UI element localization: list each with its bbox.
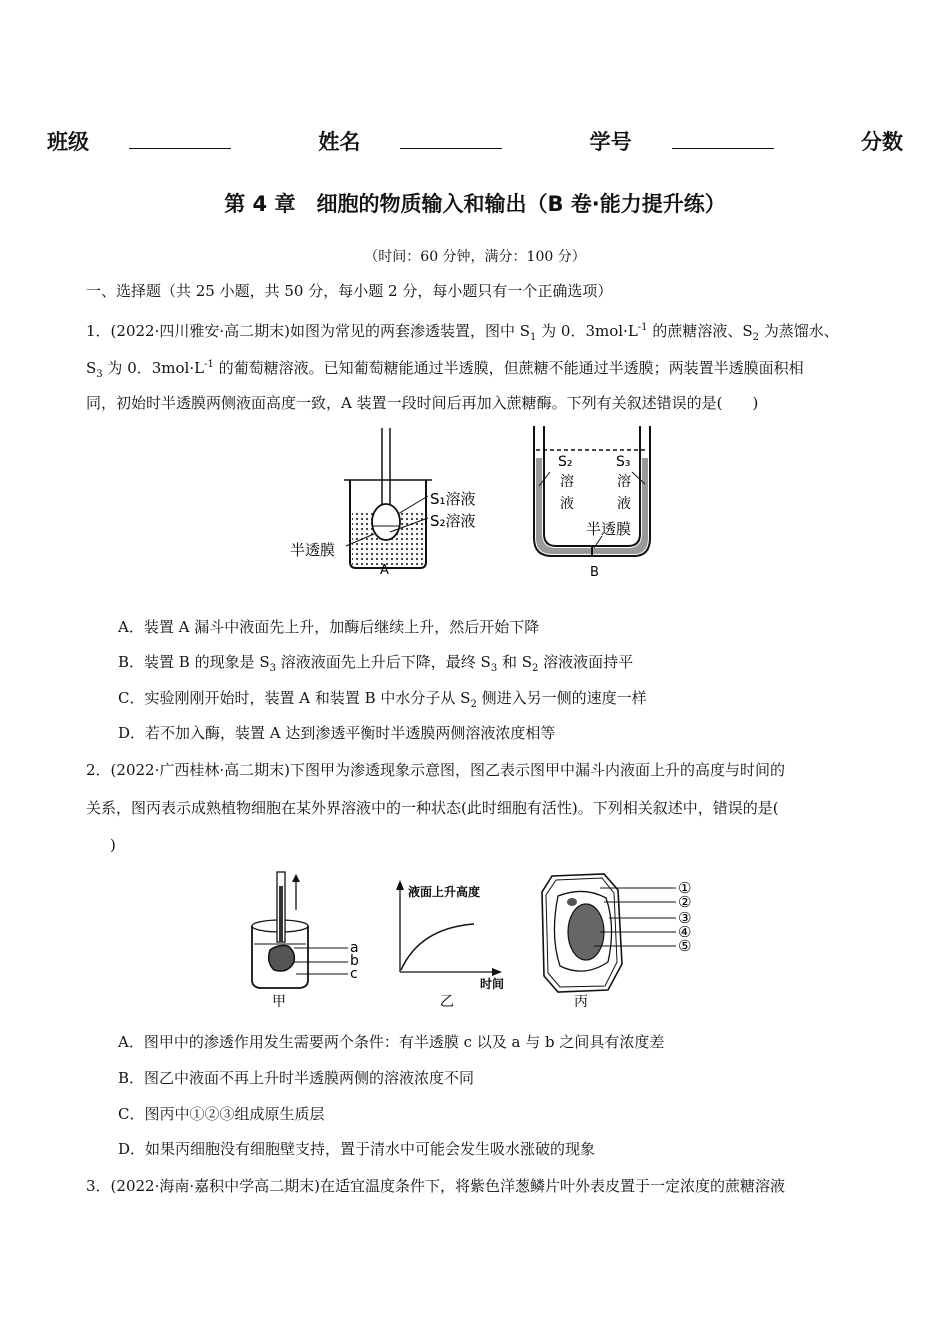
q1-line2: $S_3$ 为 0．$3mol\cdot L^{-1}$ 的葡萄糖溶液。已知葡萄糖能通过半透膜，但蔗糖不能通过半透膜；两装置半透膜面积相 xyxy=(86,359,804,380)
s1-label: S₁溶液 xyxy=(430,490,476,508)
label-b: B xyxy=(590,565,599,580)
q1-line1: 1．(2022·四川雅安·高二期末)如图为常见的两套渗透装置，图中 $S_1$ 为 0．$3mol\cdot L^{-1}$ 的蔗糖溶液、$S_2$ 为蒸馏水、 xyxy=(86,322,839,343)
s3-label-b: S₃ xyxy=(616,454,631,470)
label-b: b xyxy=(350,953,359,969)
q2-option-d[interactable]: D．如果丙细胞没有细胞壁支持，置于清水中可能会发生吸水涨破的现象 xyxy=(118,1140,596,1158)
membrane-label-b: 半透膜 xyxy=(586,520,632,538)
char-rong-left: 溶 xyxy=(560,474,574,490)
membrane-label-a: 半透膜 xyxy=(290,541,336,559)
section-heading: 一、选择题（共 25 小题，共 50 分，每小题 2 分，每小题只有一个正确选项） xyxy=(86,282,613,300)
exam-info: （时间：60 分钟，满分：100 分） xyxy=(364,249,586,265)
char-ye-right: 液 xyxy=(617,496,631,512)
q1-option-b[interactable]: B．装置 B 的现象是 $S_3$ 溶液液面先上升后下降，最终 $S_3$ 和 $S_2$ 溶液液面持平 xyxy=(118,653,634,674)
class-label: 班级 xyxy=(47,130,90,154)
q2-option-b[interactable]: B．图乙中液面不再上升时半透膜两侧的溶液浓度不同 xyxy=(118,1069,475,1087)
figure-yi xyxy=(396,880,504,1010)
apparatus-a xyxy=(290,428,476,578)
id-field[interactable] xyxy=(570,126,794,156)
label-a: A xyxy=(380,563,389,578)
id-label: 学号 xyxy=(589,130,632,154)
label-yi: 乙 xyxy=(440,994,454,1010)
score-field xyxy=(841,126,923,156)
marker-1: ① xyxy=(678,879,692,897)
label-a: a xyxy=(350,940,359,956)
label-c: c xyxy=(350,966,358,982)
q1-option-c[interactable]: C．实验刚刚开始时，装置 A 和装置 B 中水分子从 $S_2$ 侧进入另一侧的速度一样 xyxy=(118,689,647,710)
marker-5: ⑤ xyxy=(678,937,692,955)
q2-figure xyxy=(244,866,714,1012)
q2-option-a[interactable]: A．图甲中的渗透作用发生需要两个条件：有半透膜 c 以及 a 与 b 之间具有浓度差 xyxy=(118,1033,665,1051)
id-blank[interactable] xyxy=(672,130,774,149)
label-bing: 丙 xyxy=(574,994,588,1010)
q1-line3: 同，初始时半透膜两侧液面高度一致，A 装置一段时间后再加入蔗糖酶。下列有关叙述错误的是( ) xyxy=(86,394,759,412)
student-info-header xyxy=(0,126,950,156)
q2-line3: ) xyxy=(110,836,116,854)
marker-4: ④ xyxy=(678,923,692,941)
q1-option-a[interactable]: A．装置 A 漏斗中液面先上升，加酶后继续上升，然后开始下降 xyxy=(118,618,540,636)
name-field[interactable] xyxy=(298,126,522,156)
q1-osmosis-figure xyxy=(280,422,670,582)
axis-x-label: 时间 xyxy=(480,977,505,991)
marker-2: ② xyxy=(678,893,692,911)
name-label: 姓名 xyxy=(318,130,361,154)
score-label: 分数 xyxy=(860,130,903,154)
class-field[interactable] xyxy=(27,126,251,156)
figure-jia xyxy=(252,872,359,1010)
char-rong-right: 溶 xyxy=(617,474,631,490)
char-ye-left: 液 xyxy=(560,496,574,512)
q1-option-d[interactable]: D．若不加入酶，装置 A 达到渗透平衡时半透膜两侧溶液浓度相等 xyxy=(118,724,556,742)
q2-option-c[interactable]: C．图丙中①②③组成原生质层 xyxy=(118,1105,325,1123)
figure-bing xyxy=(542,874,691,1010)
class-blank[interactable] xyxy=(129,130,231,149)
page-title: 第 4 章 细胞的物质输入和输出（B 卷·能力提升练） xyxy=(224,192,726,216)
label-jia: 甲 xyxy=(272,994,286,1010)
marker-3: ③ xyxy=(678,909,692,927)
q2-line1: 2．(2022·广西桂林·高二期末)下图甲为渗透现象示意图，图乙表示图甲中漏斗内液面上升的高度与时间的 xyxy=(86,761,785,779)
name-blank[interactable] xyxy=(400,130,502,149)
s2-label-b: S₂ xyxy=(558,454,573,470)
q3-line1: 3．(2022·海南·嘉积中学高二期末)在适宜温度条件下，将紫色洋葱鳞片叶外表皮置于一定浓度的蔗糖溶液 xyxy=(86,1177,785,1195)
apparatus-b xyxy=(534,426,650,580)
q2-line2: 关系，图丙表示成熟植物细胞在某外界溶液中的一种状态(此时细胞有活性)。下列相关叙述中，错误的是( xyxy=(86,799,779,817)
axis-y-label: 液面上升高度 xyxy=(408,885,481,899)
s2-label: S₂溶液 xyxy=(430,512,476,530)
